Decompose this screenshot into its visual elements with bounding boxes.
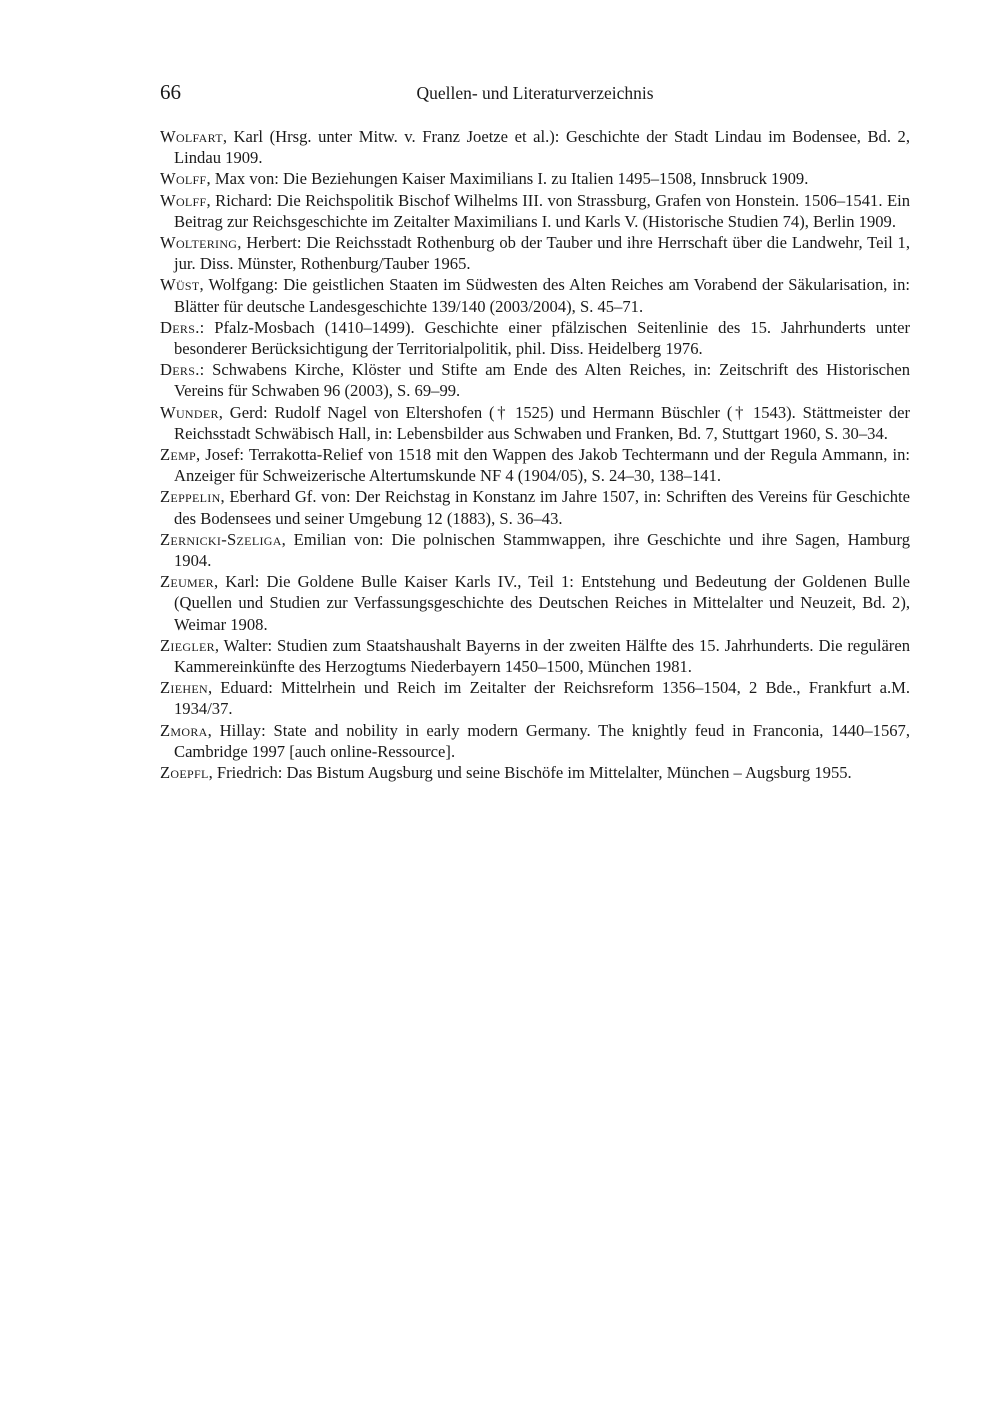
- bib-entry: [160, 571, 910, 635]
- bib-text: , Gerd: Rudolf Nagel von Eltershofen († 1525) und Hermann Büschler († 1543). Stättmeister der Reichsstadt Schwäbisch Hall, in: Lebensbilder aus Schwaben und Franken, Bd. 7, Stuttgart 1960, S. 30–34.: [174, 402, 910, 443]
- bib-text: , Richard: Die Reichspolitik Bischof Wilhelms III. von Strassburg, Grafen von Honstein. 1506–1541. Ein Beitrag zur Reichsgeschichte im Zeitalter Maximilians I. und Karls V. (Historische Studien 74), Berlin 1909.: [174, 190, 910, 231]
- bib-entry: [160, 317, 910, 359]
- bib-author: Zoepfl: [160, 763, 209, 783]
- bib-author: Ziegler: [160, 635, 215, 655]
- bib-author: Wolff: [160, 190, 207, 210]
- bib-author: Woltering: [160, 233, 238, 253]
- bib-text: , Karl: Die Goldene Bulle Kaiser Karls IV., Teil 1: Entstehung und Bedeutung der Goldenen Bulle (Quellen und Studien zur Verfassungsgeschichte des Deutschen Reiches in Mittelalter und Neuzeit, Bd. 2), Weimar 1908.: [174, 572, 910, 634]
- bib-text: , Karl (Hrsg. unter Mitw. v. Franz Joetze et al.): Geschichte der Stadt Lindau im Bodensee, Bd. 2, Lindau 1909.: [174, 127, 910, 168]
- page-header: [160, 80, 910, 108]
- bib-entry: [160, 762, 910, 783]
- bib-entry: [160, 274, 910, 316]
- bib-entry: [160, 635, 910, 677]
- bib-author: Wüst: [160, 275, 200, 295]
- bib-text: , Herbert: Die Reichsstadt Rothenburg ob der Tauber und ihre Herrschaft über die Landwehr, Teil 1, jur. Diss. Münster, Rothenburg/Tauber 1965.: [174, 233, 910, 274]
- bib-entry: [160, 720, 910, 762]
- bib-text: , Friedrich: Das Bistum Augsburg und seine Bischöfe im Mittelalter, München – Augsburg 1955.: [208, 763, 852, 783]
- bib-entry: [160, 168, 910, 189]
- bib-text: , Emilian von: Die polnischen Stammwappen, ihre Geschichte und ihre Sagen, Hamburg 1904.: [174, 529, 910, 571]
- bib-text: , Walter: Studien zum Staatshaushalt Bayerns in der zweiten Hälfte des 15. Jahrhunderts. Die regulären Kammereinkünfte des Herzogtums Niederbayern 1450–1500, München 1981.: [174, 635, 910, 677]
- bib-author: Wolfart: [160, 127, 223, 146]
- bib-author: Zeppelin: [160, 487, 221, 507]
- bib-entry: [160, 402, 910, 444]
- bib-text: , Eberhard Gf. von: Der Reichstag in Konstanz im Jahre 1507, in: Schriften des Vereins für Geschichte des Bodensees und seiner Umgebung 12 (1883), S. 36–43.: [174, 487, 910, 528]
- bib-text: , Eduard: Mittelrhein und Reich im Zeitalter der Reichsreform 1356–1504, 2 Bde., Frankfurt a.M. 1934/37.: [174, 678, 910, 719]
- bib-entry: [160, 677, 910, 719]
- bib-text: , Josef: Terrakotta-Relief von 1518 mit den Wappen des Jakob Techtermann und der Regula Ammann, in: Anzeiger für Schweizerische Altertumskunde NF 4 (1904/05), S. 24–30, 138–141.: [174, 445, 910, 486]
- bib-text: : Schwabens Kirche, Klöster und Stifte am Ende des Alten Reiches, in: Zeitschrift des Historischen Vereins für Schwaben 96 (2003), S. 69–99.: [174, 360, 910, 401]
- bib-author: Zemp: [160, 445, 197, 465]
- bib-entry: [160, 126, 910, 168]
- bib-entry: [160, 190, 910, 232]
- bib-entry: [160, 529, 910, 571]
- bib-author: Zeumer: [160, 572, 214, 592]
- bib-author: Wolff: [160, 169, 207, 189]
- bib-author: Zmora: [160, 720, 208, 740]
- bib-author: Ders.: [160, 317, 200, 337]
- bib-entry: [160, 359, 910, 401]
- running-title: Quellen- und Literaturverzeichnis: [416, 83, 654, 103]
- bib-text: , Hillay: State and nobility in early modern Germany. The knightly feud in Franconia, 1440–1567, Cambridge 1997 [auch online-Ressource].: [174, 720, 910, 761]
- bib-text: : Pfalz-Mosbach (1410–1499). Geschichte einer pfälzischen Seitenlinie des 15. Jahrhunderts unter besonderer Berücksichtigung der Territorialpolitik, phil. Diss. Heidelberg 1976.: [174, 317, 910, 359]
- bib-author: Wunder: [160, 402, 219, 422]
- bib-entry: [160, 232, 910, 274]
- bib-author: Ders.: [160, 360, 200, 380]
- page-number: 66: [160, 80, 181, 104]
- bib-entry: [160, 444, 910, 486]
- bib-entry: [160, 486, 910, 528]
- bib-text: , Max von: Die Beziehungen Kaiser Maximilians I. zu Italien 1495–1508, Innsbruck 1909.: [206, 169, 809, 189]
- bib-author: Zernicki-Szeliga: [160, 529, 282, 549]
- bibliography-list: [160, 126, 910, 783]
- bib-author: Ziehen: [160, 678, 208, 698]
- bib-text: , Wolfgang: Die geistlichen Staaten im Südwesten des Alten Reiches am Vorabend der Säkularisation, in: Blätter für deutsche Landesgeschichte 139/140 (2003/2004), S. 45–71.: [174, 275, 910, 316]
